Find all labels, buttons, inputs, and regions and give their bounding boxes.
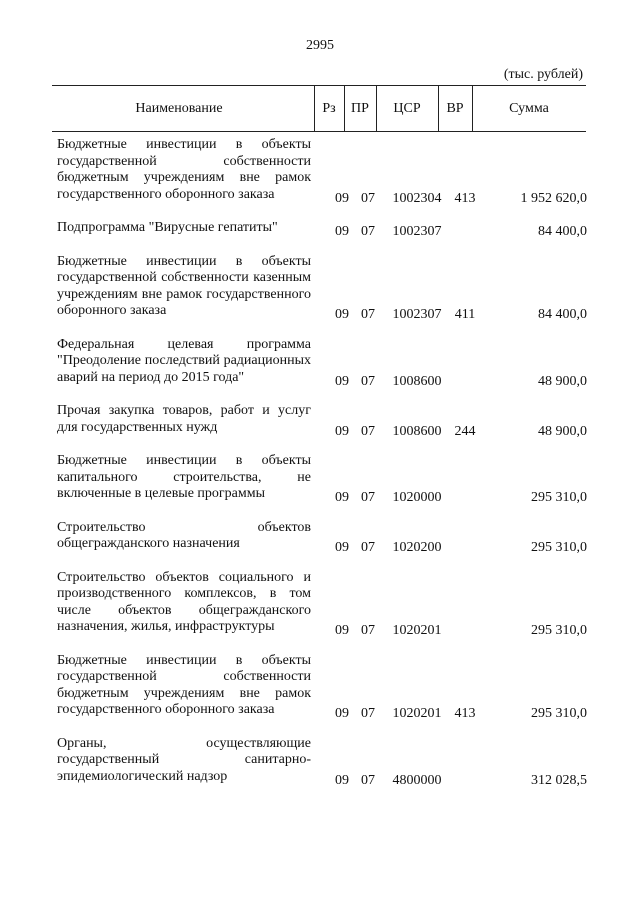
row-sum: 48 900,0 — [538, 373, 587, 389]
row-name: Строительство объектов общегражданского назначения — [57, 519, 311, 551]
row-pr: 07 — [361, 190, 375, 206]
row-pr: 07 — [361, 373, 375, 389]
row-pr: 07 — [361, 772, 375, 788]
row-pr: 07 — [361, 490, 375, 505]
row-sum: 312 028,5 — [531, 772, 587, 788]
row-pr: 07 — [361, 307, 375, 322]
table-row — [57, 453, 587, 503]
row-rz: 09 — [335, 423, 349, 439]
row-name: Прочая закупка товаров, работ и услуг для государственных нужд — [57, 403, 311, 435]
row-csr: 1002307 — [392, 224, 442, 239]
row-csr: 1008600 — [392, 373, 442, 389]
row-csr: 1020000 — [392, 490, 442, 505]
row-csr: 1020201 — [392, 706, 442, 721]
row-sum: 295 310,0 — [531, 540, 587, 555]
table-row — [57, 570, 587, 636]
row-rz: 09 — [335, 772, 349, 788]
row-csr: 4800000 — [392, 772, 442, 788]
row-sum: 48 900,0 — [538, 423, 587, 439]
row-name: Подпрограмма "Вирусные гепатиты" — [57, 220, 278, 235]
table-header — [52, 85, 586, 132]
header-sum: Сумма — [509, 101, 549, 116]
row-csr: 1002304 — [392, 190, 442, 206]
row-rz: 09 — [335, 307, 349, 322]
header-vr: ВР — [446, 101, 464, 116]
units-label: (тыс. рублей) — [503, 67, 583, 82]
table-row — [57, 337, 587, 387]
row-rz: 09 — [335, 190, 349, 206]
row-name: Бюджетные инвестиции в объекты государственной собственности бюджетным учреждениям вне рамок государственного оборонного заказа — [57, 652, 311, 717]
table-body — [57, 137, 587, 802]
row-name: Строительство объектов социального и производственного комплексов, в том числе объектов общегражданского назначения, жилья, инфраструктуры — [57, 569, 311, 634]
row-csr: 1002307 — [392, 307, 442, 322]
row-sum: 84 400,0 — [538, 307, 587, 322]
row-rz: 09 — [335, 706, 349, 721]
row-csr: 1020200 — [392, 540, 442, 555]
row-name: Органы, осуществляющие государственный санитарно-эпидемиологический надзор — [57, 735, 311, 784]
row-rz: 09 — [335, 540, 349, 555]
row-pr: 07 — [361, 423, 375, 439]
row-rz: 09 — [335, 623, 349, 638]
row-vr: 244 — [454, 423, 476, 439]
table-row — [57, 254, 587, 320]
header-rz: Рз — [322, 101, 336, 116]
row-vr: 413 — [454, 706, 476, 721]
row-pr: 07 — [361, 706, 375, 721]
row-csr: 1020201 — [392, 623, 442, 638]
row-sum: 295 310,0 — [531, 706, 587, 721]
row-pr: 07 — [361, 540, 375, 555]
header-csr: ЦСР — [393, 101, 421, 116]
header-pr: ПР — [351, 101, 369, 116]
table-row — [57, 137, 587, 206]
row-sum: 1 952 620,0 — [520, 190, 587, 206]
table-row — [57, 220, 587, 237]
row-sum: 295 310,0 — [531, 490, 587, 505]
row-sum: 295 310,0 — [531, 623, 587, 638]
row-name: Федеральная целевая программа "Преодоление последствий радиационных аварий на период до 2015 года" — [57, 336, 311, 385]
table-row — [57, 736, 587, 786]
table-row — [57, 653, 587, 719]
row-rz: 09 — [335, 224, 349, 239]
row-sum: 84 400,0 — [538, 224, 587, 239]
row-rz: 09 — [335, 490, 349, 505]
table-row — [57, 520, 587, 553]
row-name: Бюджетные инвестиции в объекты капитального строительства, не включенные в целевые программы — [57, 453, 311, 501]
row-name: Бюджетные инвестиции в объекты государственной собственности казенным учреждениям вне рамок государственного оборонного заказа — [57, 253, 311, 318]
row-pr: 07 — [361, 623, 375, 638]
row-vr: 413 — [454, 190, 476, 206]
row-csr: 1008600 — [392, 423, 442, 439]
row-pr: 07 — [361, 224, 375, 239]
page-number: 2995 — [306, 38, 334, 53]
row-vr: 411 — [454, 307, 476, 322]
header-name: Наименование — [135, 101, 223, 116]
row-rz: 09 — [335, 373, 349, 389]
table-row — [57, 403, 587, 439]
row-name: Бюджетные инвестиции в объекты государственной собственности бюджетным учреждениям вне рамок государственного оборонного заказа — [57, 137, 311, 202]
